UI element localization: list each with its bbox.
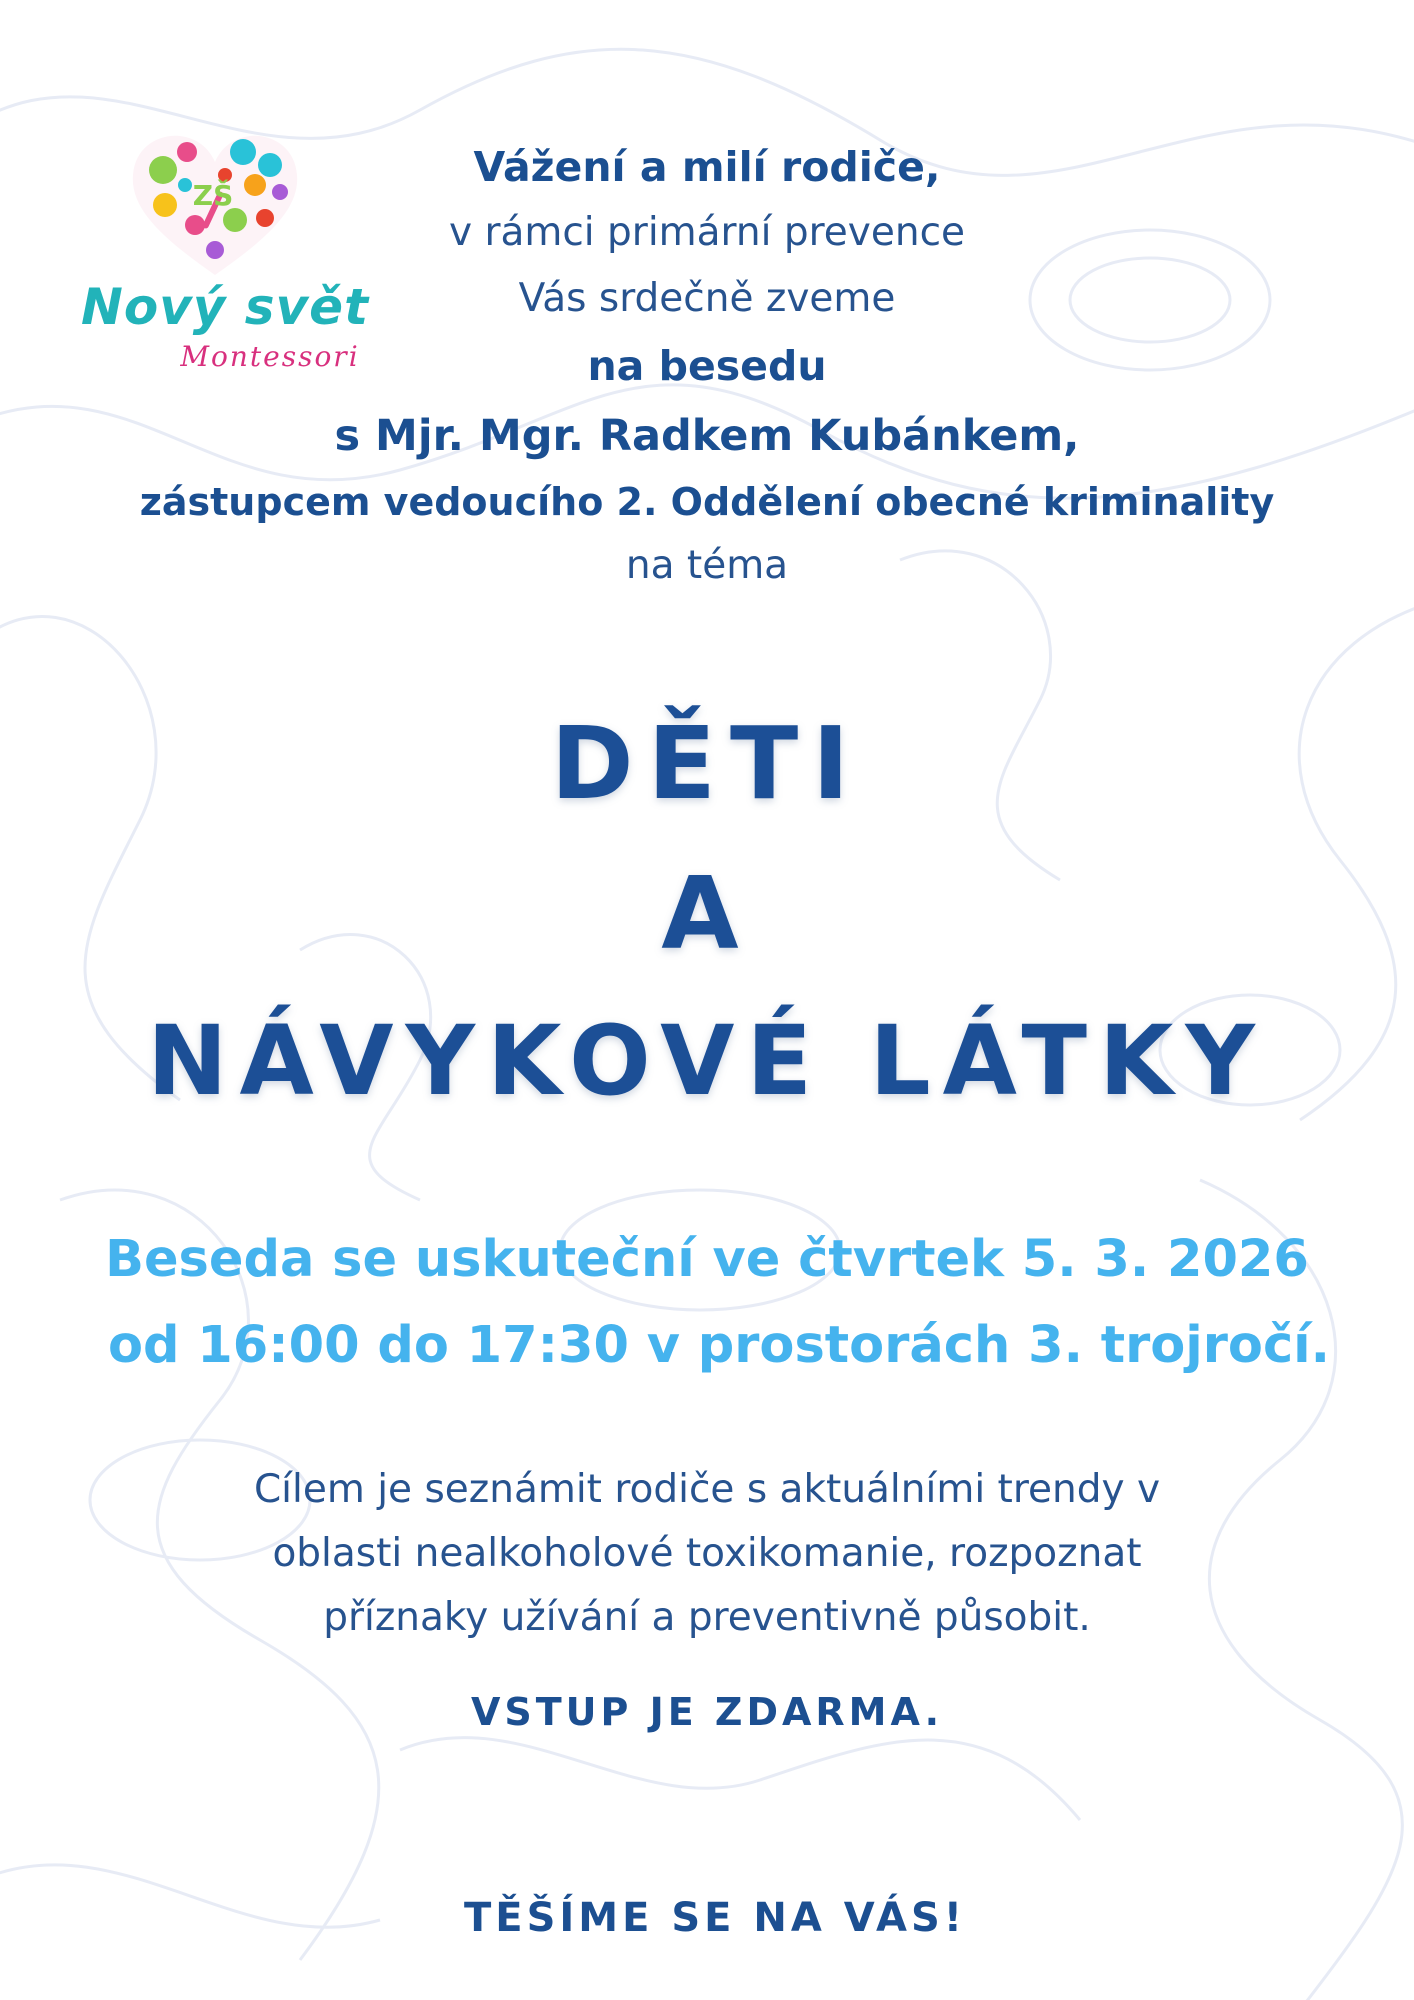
event-date: Beseda se uskuteční ve čtvrtek 5. 3. 2026 — [105, 1230, 1309, 1289]
goal-line-1: Cílem je seznámit rodiče s aktuálními trendy v — [253, 1467, 1161, 1512]
topic-intro: na téma — [625, 543, 789, 588]
closing-message: TĚŠÍME SE NA VÁS! — [463, 1895, 967, 1941]
goal-line-3: příznaky užívání a preventivně působit. — [323, 1595, 1091, 1640]
event-time-place: od 16:00 do 17:30 v prostorách 3. trojročí. — [107, 1316, 1331, 1375]
free-entry: VSTUP JE ZDARMA. — [470, 1690, 944, 1734]
logo-subtitle: Montessori — [180, 340, 360, 373]
speaker-role: zástupcem vedoucího 2. Oddělení obecné kriminality — [139, 480, 1275, 524]
title-line-1: DĚTI — [550, 705, 864, 822]
logo-badge: ZŠ — [192, 179, 234, 212]
speaker-name: s Mjr. Mgr. Radkem Kubánkem, — [334, 411, 1080, 461]
title-line-2: A — [661, 855, 753, 972]
goal-line-2: oblasti nealkoholové toxikomanie, rozpoznat — [272, 1531, 1142, 1576]
invitation-line-2: v rámci primární prevence — [448, 210, 966, 255]
title-line-3: NÁVYKOVÉ LÁTKY — [147, 1005, 1267, 1117]
greeting: Vážení a milí rodiče, — [473, 143, 941, 191]
logo-name: Nový svět — [81, 278, 369, 336]
invitation-line-4: na besedu — [587, 342, 827, 390]
invitation-line-3: Vás srdečně zveme — [518, 276, 896, 321]
